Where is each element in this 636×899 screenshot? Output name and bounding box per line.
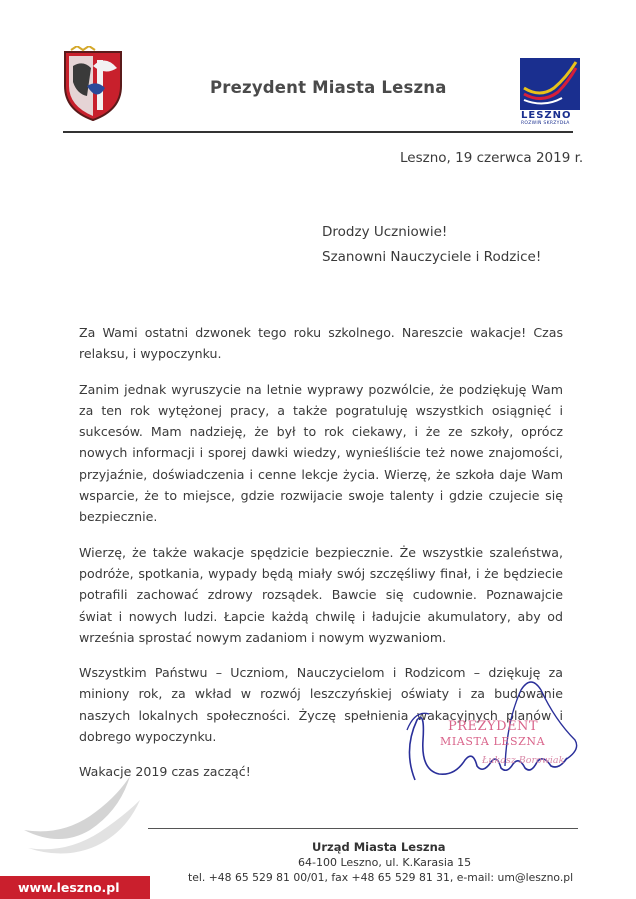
paragraph: Zanim jednak wyruszycie na letnie wyprawy pozwólcie, że podziękuję Wam za ten rok wytężonej pracy, a także pogratuluję wszystkich osiągnięć i sukcesów. Mam nadzieję, że był to rok ciekawy, i że ze szkoły, oprócz nowych informacji i sporej dawki wiedzy, wynieśliście też nowe znajomości, przyjaźnie, doświadczenia i cenne lekcje życia. Wierzę, że szkoła daje Wam wsparcie, że to miejsce, gdzie rozwijacie swoje talenty i gdzie czujecie się bezpiecznie.	[79, 381, 563, 525]
footer-address: 64-100 Leszno, ul. K.Karasia 15	[298, 856, 472, 869]
header-divider	[63, 131, 573, 133]
page-title: Prezydent Miasta Leszna	[210, 78, 447, 97]
coat-of-arms-icon	[57, 46, 129, 124]
leszno-logo-icon	[520, 58, 580, 110]
paragraph: Wierzę, że także wakacje spędzicie bezpiecznie. Że wszystkie szaleństwa, podróże, spotkania, wypady będą miały swój szczęśliwy finał, i że będziecie potrafili zachować zdrowy rozsądek. Bawcie się cudownie. Poznawajcie świat i nowych ludzi. Łapcie każdą chwilę i ładujcie akumulatory, aby od września sprostać nowym zadaniom i nowym wyzwaniom.	[79, 544, 563, 645]
footer-contact: tel. +48 65 529 81 00/01, fax +48 65 529 81 31, e-mail: um@leszno.pl	[188, 871, 574, 884]
paragraph: Wakacje 2019 czas zacząć!	[79, 764, 251, 780]
footer-office-name: Urząd Miasta Leszna	[312, 840, 446, 854]
stamp-name: Łukasz Borowiak	[482, 755, 565, 766]
website-link[interactable]: www.leszno.pl	[0, 876, 150, 899]
greeting-students: Drodzy Uczniowie!	[322, 224, 448, 240]
footer-divider	[148, 828, 578, 829]
stamp-city: MIASTA LESZNA	[440, 735, 546, 748]
stamp-title: PREZYDENT	[448, 719, 539, 734]
logo-text: LESZNO	[521, 110, 572, 121]
paragraph: Za Wami ostatni dzwonek tego roku szkolnego. Nareszcie wakacje! Czas relaksu, i wypoczynku.	[79, 325, 563, 362]
paragraph: Wszystkim Państwu – Uczniom, Nauczycielom i Rodzicom – dziękuję za miniony rok, za wkład w rozwój leszczyńskiej oświaty i za budowanie naszych lokalnych społeczności. Życzę spełnienia wakacyjnych planów i dobrego wypoczynku.	[79, 665, 563, 745]
wing-watermark-icon	[20, 770, 150, 870]
logo-tagline: ROZWIŃ SKRZYDŁA	[521, 121, 570, 126]
greeting-teachers-parents: Szanowni Nauczyciele i Rodzice!	[322, 249, 542, 265]
letter-date: Leszno, 19 czerwca 2019 r.	[400, 150, 584, 166]
